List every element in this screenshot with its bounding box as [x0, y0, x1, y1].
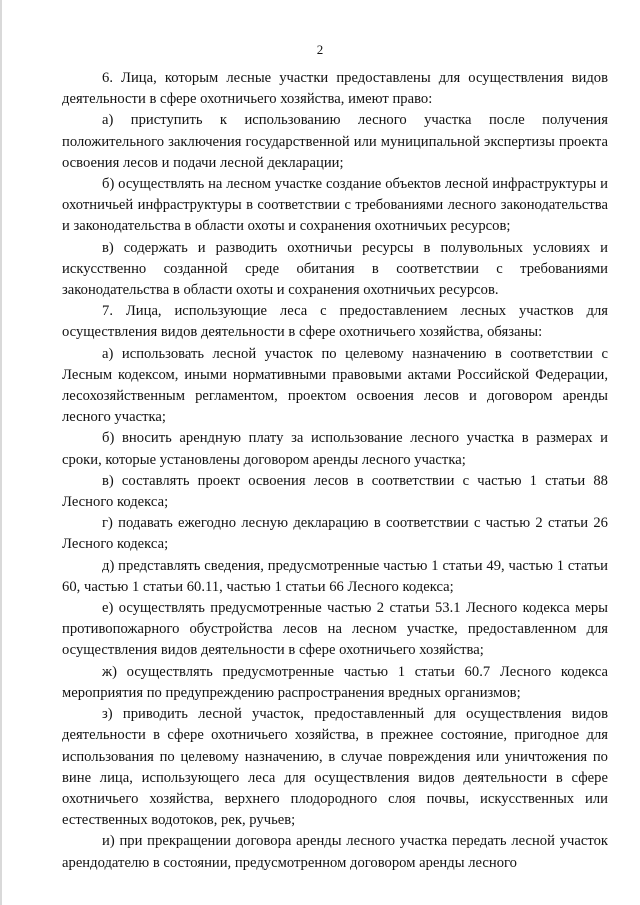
- paragraph-6: 6. Лица, которым лесные участки предоставлены для осуществления видов деятельности в сфере охотничьего хозяйства, имеют право:: [62, 70, 608, 108]
- paragraph-7i: и) при прекращении договора аренды лесного участка передать лесной участок арендодателю в состоянии, предусмотренном договором аренды лесного: [62, 833, 608, 871]
- paragraph-6v: в) содержать и разводить охотничьи ресурсы в полувольных условиях и искусственно созданной среде обитания в соответствии с требованиями законодательства в области охоты и сохранения охотничьих ресурсов.: [62, 239, 608, 299]
- paragraph-7a: а) использовать лесной участок по целевому назначению в соответствии с Лесным кодексом, иными нормативными правовыми актами Российской Федерации, лесохозяйственным регламентом, проектом освоения лесов и договором аренды лесного участка;: [62, 345, 608, 426]
- scan-edge: [0, 0, 2, 905]
- paragraph-7zh: ж) осуществлять предусмотренные частью 1 статьи 60.7 Лесного кодекса мероприятия по предупреждению распространения вредных организмов;: [62, 663, 608, 701]
- paragraph-6a: а) приступить к использованию лесного участка после получения положительного заключения государственной или муниципальной экспертизы проекта освоения лесов и подачи лесной декларации;: [62, 112, 608, 171]
- paragraph-7v: в) составлять проект освоения лесов в соответствии с частью 1 статьи 88 Лесного кодекса;: [62, 472, 608, 511]
- document-body: [62, 68, 608, 874]
- paragraph-7b: б) вносить арендную плату за использование лесного участка в размерах и сроки, которые установлены договором аренды лесного участка;: [62, 430, 608, 468]
- page-number: 2: [316, 42, 324, 57]
- paragraph-6b: б) осуществлять на лесном участке создание объектов лесной инфраструктуры и охотничьей инфраструктуры в соответствии с требованиями лесного законодательства и законодательства в области охоты и сохранения охотничьих ресурсов;: [62, 176, 608, 235]
- paragraph-7z: з) приводить лесной участок, предоставленный для осуществления видов деятельности в сфере охотничьего хозяйства, в прежнее состояние, пригодное для использования по целевому назначению, в случае повреждения или уничтожения по вине лица, использующего леса для осуществления видов деятельности в сфере охотничьего хозяйства, верхнего плодородного слоя почвы, искусственных или естественных водотоков, рек, ручьев;: [62, 706, 608, 829]
- paragraph-7g: г) подавать ежегодно лесную декларацию в соответствии с частью 2 статьи 26 Лесного кодекса;: [62, 515, 608, 553]
- paragraph-7d: д) представлять сведения, предусмотренные частью 1 статьи 49, частью 1 статьи 60, частью 1 статьи 60.11, частью 1 статьи 66 Лесного кодекса;: [62, 557, 608, 595]
- paragraph-7: 7. Лица, использующие леса с предоставлением лесных участков для осуществления видов деятельности в сфере охотничьего хозяйства, обязаны:: [62, 303, 608, 341]
- paragraph-7e: е) осуществлять предусмотренные частью 2 статьи 53.1 Лесного кодекса меры противопожарного обустройства лесов на лесном участке, предоставленном для осуществления видов деятельности в сфере охотничьего хозяйства;: [62, 600, 608, 659]
